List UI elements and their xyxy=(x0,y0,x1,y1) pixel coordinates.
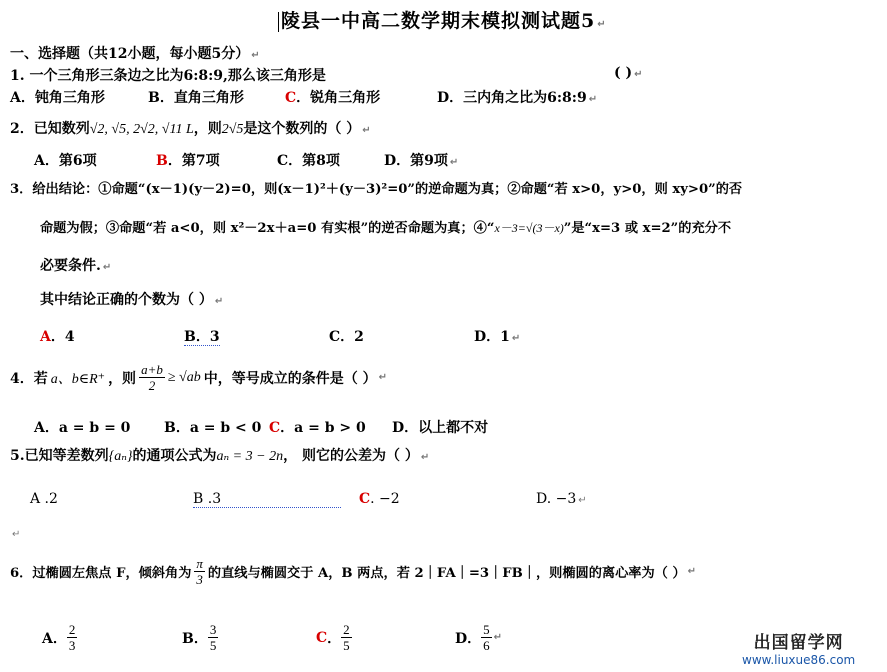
question-3-line-2: 命题为假；③命题“若 a<0，则 x²－2x＋a=0 有实根”的逆否命题为真；④“x－3=√(3－x)”是“x=3 或 x=2”的充分不 xyxy=(40,221,732,236)
paragraph-mark-icon: ↵ xyxy=(493,632,503,643)
question-4-option-d: D．以上都不对 xyxy=(392,420,489,436)
paragraph-mark-icon: ↵ xyxy=(634,69,643,80)
question-5-option-b: B .3 xyxy=(193,491,341,507)
sequence-expression: {aₙ} xyxy=(108,449,133,464)
text-cursor xyxy=(278,12,279,32)
question-2-stem: 2．已知数列√2, √5, 2√2, √11 L，则2√5是这个数列的（ ） ↵ xyxy=(10,121,371,137)
question-6-option-c: C ． $\frac{2}{5}$ xyxy=(316,622,350,653)
question-1-option-d: D．三内角之比为6:8:9 ↵ xyxy=(437,90,598,106)
question-2-option-d: D．第9项 ↵ xyxy=(384,153,459,169)
question-3-line-1: 3．给出结论：①命题“(x－1)(y－2)=0，则(x－1)²＋(y－3)²=0”的逆命题为真；②命题“若 x>0，y>0，则 xy>0”的否 xyxy=(10,182,743,197)
question-1-option-b: B．直角三角形 xyxy=(148,90,244,106)
empty-paragraph xyxy=(10,525,20,541)
question-6-option-a: A． $\frac{2}{3}$ xyxy=(42,622,76,653)
paragraph-mark-icon: ↵ xyxy=(251,50,260,61)
question-3-option-d: D．1 ↵ xyxy=(474,329,521,345)
angle-fraction: $\frac{\pi}{3}$ xyxy=(196,556,203,587)
question-4-option-a: A．a = b = 0 xyxy=(34,420,131,436)
question-1-bracket: ( ) ↵ xyxy=(614,65,643,81)
question-3-option-a: A．4 xyxy=(40,329,75,345)
answer-letter: B xyxy=(156,153,168,169)
question-3-line-3: 必要条件. ↵ xyxy=(40,258,112,274)
paragraph-mark-icon: ↵ xyxy=(511,333,521,344)
formula-expression: aₙ = 3 − 2n xyxy=(216,449,284,464)
question-5-option-d: D. −3 ↵ xyxy=(536,491,587,507)
answer-letter: C xyxy=(285,90,297,106)
answer-letter: A xyxy=(40,329,51,345)
paragraph-mark-icon: ↵ xyxy=(578,495,587,506)
question-3-option-c: C．2 xyxy=(329,329,364,345)
option-fraction: $\frac{2}{3}$ xyxy=(68,622,76,653)
answer-letter: C xyxy=(316,629,328,646)
fraction-expression: $\frac{a+b}{2}$ xyxy=(141,362,163,393)
paragraph-mark-icon: ↵ xyxy=(102,262,112,273)
question-3-line-4: 其中结论正确的个数为（ ） ↵ xyxy=(40,292,224,308)
question-5-option-c: C. −2 xyxy=(359,491,400,507)
paragraph-mark-icon: ↵ xyxy=(12,529,21,540)
inequality-expression: ≥ √ab xyxy=(167,369,201,385)
watermark-url: www.liuxue86.com xyxy=(742,653,856,667)
paragraph-mark-icon: ↵ xyxy=(597,19,607,30)
option-fraction: $\frac{5}{6}$ xyxy=(483,622,490,653)
section-heading: 一、选择题（共12小题，每小题5分） ↵ xyxy=(10,46,260,62)
condition-expression: a、b∈R⁺ xyxy=(50,371,106,387)
paragraph-mark-icon: ↵ xyxy=(449,157,459,168)
option-fraction: $\frac{2}{5}$ xyxy=(343,622,350,653)
question-1-option-c: C．锐角三角形 xyxy=(285,90,381,106)
question-3-option-b: B．3 xyxy=(184,329,220,345)
condition-expression: x－3=√(3－x) xyxy=(494,221,564,235)
question-6-stem: 6．过椭圆左焦点 F，倾斜角为 $\frac{\pi}{3}$ 的直线与椭圆交于 A，B 两点，若 2｜FA｜=3｜FB｜，则椭圆的离心率为（ ） ↵ xyxy=(10,556,697,587)
question-6-option-d: D． $\frac{5}{6}$ ↵ xyxy=(455,622,503,653)
page-title: 陵县一中高二数学期末模拟测试题5 ↵ xyxy=(278,6,607,33)
paragraph-mark-icon: ↵ xyxy=(588,94,598,105)
question-6-option-b: B． $\frac{3}{5}$ xyxy=(182,622,217,653)
site-watermark xyxy=(742,628,855,667)
question-2-option-b: B．第7项 xyxy=(156,153,220,169)
answer-letter: C xyxy=(269,420,281,436)
question-1-stem: 1. 一个三角形三条边之比为6:8:9,那么该三角形是 xyxy=(10,68,326,84)
option-fraction: $\frac{3}{5}$ xyxy=(209,622,217,653)
question-4-stem: 4．若 a、b∈R⁺ ，则 $\frac{a+b}{2}$ ≥ √ab 中，等号成立的条件是（ ） ↵ xyxy=(10,362,387,393)
question-4-option-b: B．a = b < 0 xyxy=(164,420,262,436)
question-5-option-a: A .2 xyxy=(30,491,58,507)
question-2-option-c: C．第8项 xyxy=(277,153,340,169)
paragraph-mark-icon: ↵ xyxy=(378,372,387,383)
paragraph-mark-icon: ↵ xyxy=(687,566,697,577)
paragraph-mark-icon: ↵ xyxy=(362,125,371,136)
paragraph-mark-icon: ↵ xyxy=(420,452,430,463)
watermark-logo-text: 出国留学网 xyxy=(753,633,844,653)
question-2-option-a: A．第6项 xyxy=(34,153,97,169)
sequence-expression: √2, √5, 2√2, √11 L xyxy=(89,122,194,137)
question-4-option-c: C．a = b > 0 xyxy=(269,420,366,436)
term-expression: 2√5 xyxy=(221,122,244,137)
question-1-option-a: A．钝角三角形 xyxy=(10,90,105,106)
paragraph-mark-icon: ↵ xyxy=(214,296,224,307)
answer-letter: C xyxy=(359,491,371,507)
question-5-stem: 5.已知等差数列{aₙ}的通项公式为aₙ = 3 − 2n， 则它的公差为（ ） ↵ xyxy=(10,448,430,464)
